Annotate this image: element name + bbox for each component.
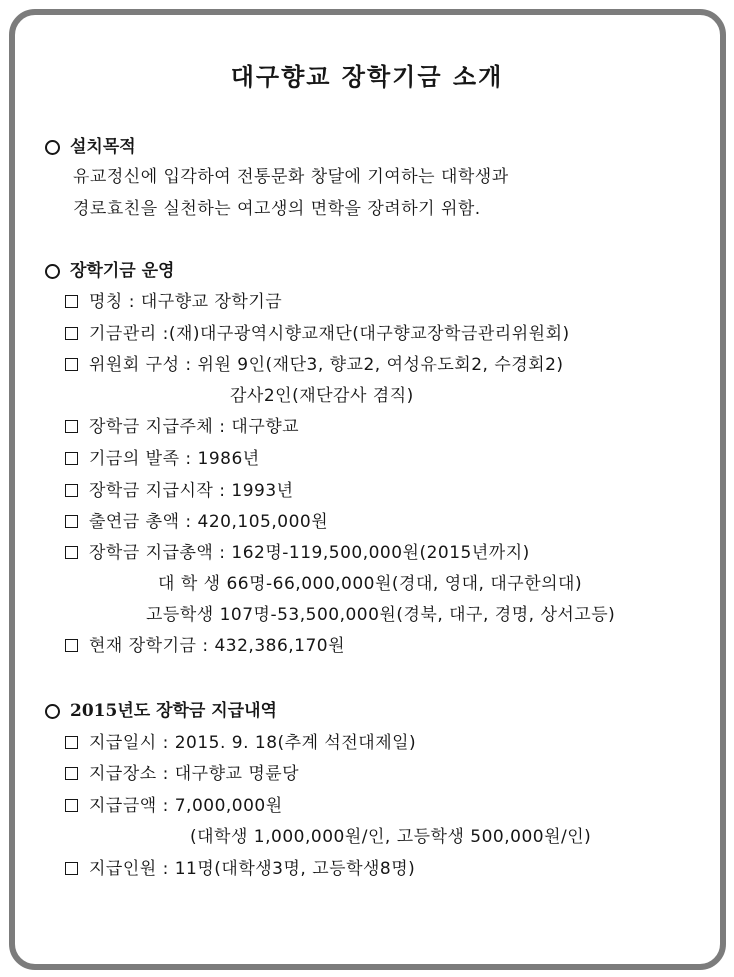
checkbox-bullet-icon — [65, 484, 78, 497]
list-item-committee: 위원회 구성 : 위원 9인(재단3, 향교2, 여성유도회2, 수경회2) — [65, 353, 564, 377]
list-item-name: 명칭 : 대구향교 장학기금 — [65, 290, 282, 314]
checkbox-bullet-icon — [65, 639, 78, 652]
total-sub-highschool: 고등학생 107명-53,500,000원(경북, 대구, 경명, 상서고등) — [146, 605, 616, 625]
checkbox-bullet-icon — [65, 799, 78, 812]
checkbox-bullet-icon — [65, 327, 78, 340]
circle-bullet-icon — [45, 264, 60, 279]
list-item-date: 지급일시 : 2015. 9. 18(추계 석전대제일) — [65, 731, 416, 755]
list-item-start: 장학금 지급시작 : 1993년 — [65, 479, 294, 503]
total-sub-university: 대 학 생 66명-66,000,000원(경대, 영대, 대구한의대) — [158, 574, 583, 594]
checkbox-bullet-icon — [65, 452, 78, 465]
section-heading-label: 2015년도 장학금 지급내역 — [70, 701, 277, 721]
checkbox-bullet-icon — [65, 546, 78, 559]
checkbox-bullet-icon — [65, 358, 78, 371]
list-item-launch: 기금의 발족 : 1986년 — [65, 447, 260, 471]
list-item-payer: 장학금 지급주체 : 대구향교 — [65, 415, 299, 439]
amount-sub-line: (대학생 1,000,000원/인, 고등학생 500,000원/인) — [190, 827, 592, 847]
section-heading-label: 장학기금 운영 — [70, 261, 175, 281]
circle-bullet-icon — [45, 704, 60, 719]
section-heading-label: 설치목적 — [70, 137, 136, 157]
checkbox-bullet-icon — [65, 420, 78, 433]
checkbox-bullet-icon — [65, 767, 78, 780]
list-item-contribution: 출연금 총액 : 420,105,000원 — [65, 510, 328, 534]
checkbox-bullet-icon — [65, 295, 78, 308]
purpose-line-1: 유교정신에 입각하여 전통문화 창달에 기여하는 대학생과 — [73, 167, 509, 187]
committee-sub-line: 감사2인(재단감사 겸직) — [230, 386, 414, 406]
circle-bullet-icon — [45, 140, 60, 155]
section-heading-2015 — [45, 699, 277, 723]
purpose-line-2: 경로효친을 실천하는 여고생의 면학을 장려하기 위함. — [73, 199, 481, 219]
list-item-place: 지급장소 : 대구향교 명륜당 — [65, 762, 299, 786]
section-heading-purpose — [45, 135, 136, 159]
checkbox-bullet-icon — [65, 515, 78, 528]
list-item-total-paid: 장학금 지급총액 : 162명-119,500,000원(2015년까지) — [65, 541, 530, 565]
page-title: 대구향교 장학기금 소개 — [230, 62, 504, 91]
list-item-recipients: 지급인원 : 11명(대학생3명, 고등학생8명) — [65, 857, 415, 881]
checkbox-bullet-icon — [65, 736, 78, 749]
checkbox-bullet-icon — [65, 862, 78, 875]
section-heading-operation — [45, 259, 174, 283]
list-item-current-fund: 현재 장학기금 : 432,386,170원 — [65, 634, 345, 658]
list-item-amount: 지급금액 : 7,000,000원 — [65, 794, 283, 818]
list-item-fund-management: 기금관리 :(재)대구광역시향교재단(대구향교장학금관리위원회) — [65, 322, 570, 346]
